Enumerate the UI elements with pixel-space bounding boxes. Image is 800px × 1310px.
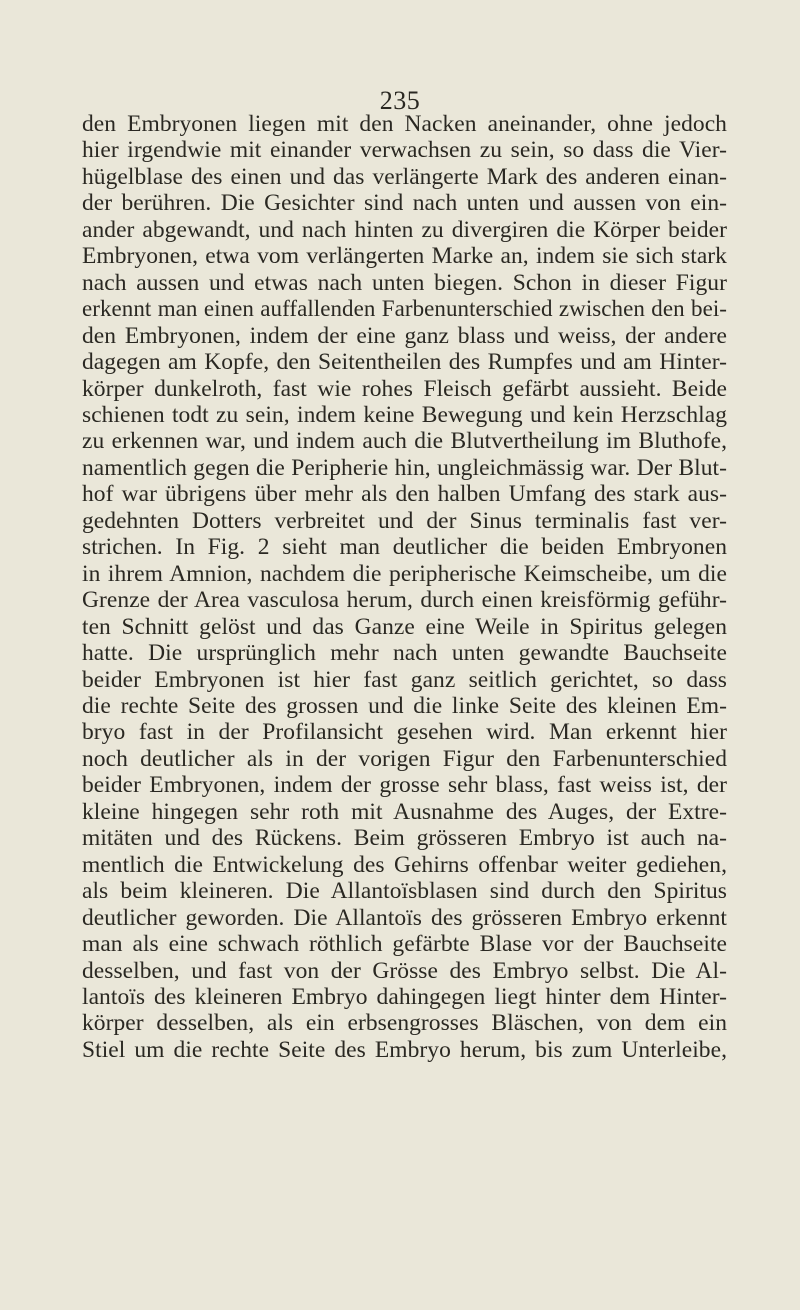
text-line: strichen. In Fig. 2 sieht man deutlicher die beiden Embryonen [82,534,727,561]
text-line: deutlicher geworden. Die Allantoïs des grösseren Embryo erkennt [82,904,727,931]
text-line: schienen todt zu sein, indem keine Bewegung und kein Herzschlag [82,401,727,428]
text-line: hier irgendwie mit einander verwachsen zu sein, so dass die Vier- [82,137,727,164]
text-line: zu erkennen war, und indem auch die Blutvertheilung im Bluthofe, [82,428,727,455]
text-line: körper desselben, als ein erbsengrosses Bläschen, von dem ein [82,1010,727,1037]
text-line: man als eine schwach röthlich gefärbte Blase vor der Bauchseite [82,931,727,958]
text-line: lantoïs des kleineren Embryo dahingegen liegt hinter dem Hinter- [82,983,727,1010]
text-line: hügelblase des einen und das verlängerte Mark des anderen einan- [82,163,727,190]
text-line: kleine hingegen sehr roth mit Ausnahme des Auges, der Extre- [82,798,727,825]
text-line: erkennt man einen auffallenden Farbenunterschied zwischen den bei- [82,296,727,322]
text-line: hatte. Die ursprünglich mehr nach unten gewandte Bauchseite [82,640,727,667]
text-line: namentlich gegen die Peripherie hin, ungleichmässig war. Der Blut- [82,454,727,481]
text-line: körper dunkelroth, fast wie rohes Fleisch gefärbt aussieht. Beide [82,375,727,402]
text-line: desselben, und fast von der Grösse des Embryo selbst. Die Al- [82,957,727,984]
text-line: beider Embryonen ist hier fast ganz seitlich gerichtet, so dass [82,666,727,693]
text-line: ten Schnitt gelöst und das Ganze eine Weile in Spiritus gelegen [82,613,727,640]
text-line: nach aussen und etwas nach unten biegen. Schon in dieser Figur [82,269,727,296]
text-line: als beim kleineren. Die Allantoïsblasen sind durch den Spiritus [82,878,727,905]
text-line: mitäten und des Rückens. Beim grösseren Embryo ist auch na- [82,825,727,852]
text-line: Stiel um die rechte Seite des Embryo herum, bis zum Unterleibe, [82,1036,727,1063]
text-line: beider Embryonen, indem der grosse sehr blass, fast weiss ist, der [82,772,727,799]
text-line: die rechte Seite des grossen und die linke Seite des kleinen Em- [82,692,727,719]
text-line: dagegen am Kopfe, den Seitentheilen des Rumpfes und am Hinter- [82,349,727,376]
text-line: gedehnten Dotters verbreitet und der Sinus terminalis fast ver- [82,507,727,534]
text-line: mentlich die Entwickelung des Gehirns offenbar weiter gediehen, [82,851,727,878]
text-line: ander abgewandt, und nach hinten zu divergiren die Körper beider [82,216,727,243]
text-line: den Embryonen liegen mit den Nacken aneinander, ohne jedoch [82,111,727,137]
text-line: den Embryonen, indem der eine ganz blass und weiss, der andere [82,322,727,349]
text-line: Grenze der Area vasculosa herum, durch einen kreisförmig geführ- [82,587,727,614]
page-number: 235 [379,86,421,115]
text-line: der berühren. Die Gesichter sind nach unten und aussen von ein- [82,190,727,217]
body-text [82,111,727,1063]
text-line: Embryonen, etwa vom verlängerten Marke an, indem sie sich stark [82,243,727,270]
text-line: bryo fast in der Profilansicht gesehen wird. Man erkennt hier [82,719,727,746]
text-line: in ihrem Amnion, nachdem die peripherische Keimscheibe, um die [82,560,727,587]
text-line: noch deutlicher als in der vorigen Figur den Farbenunterschied [82,745,727,772]
text-line: hof war übrigens über mehr als den halben Umfang des stark aus- [82,481,727,508]
